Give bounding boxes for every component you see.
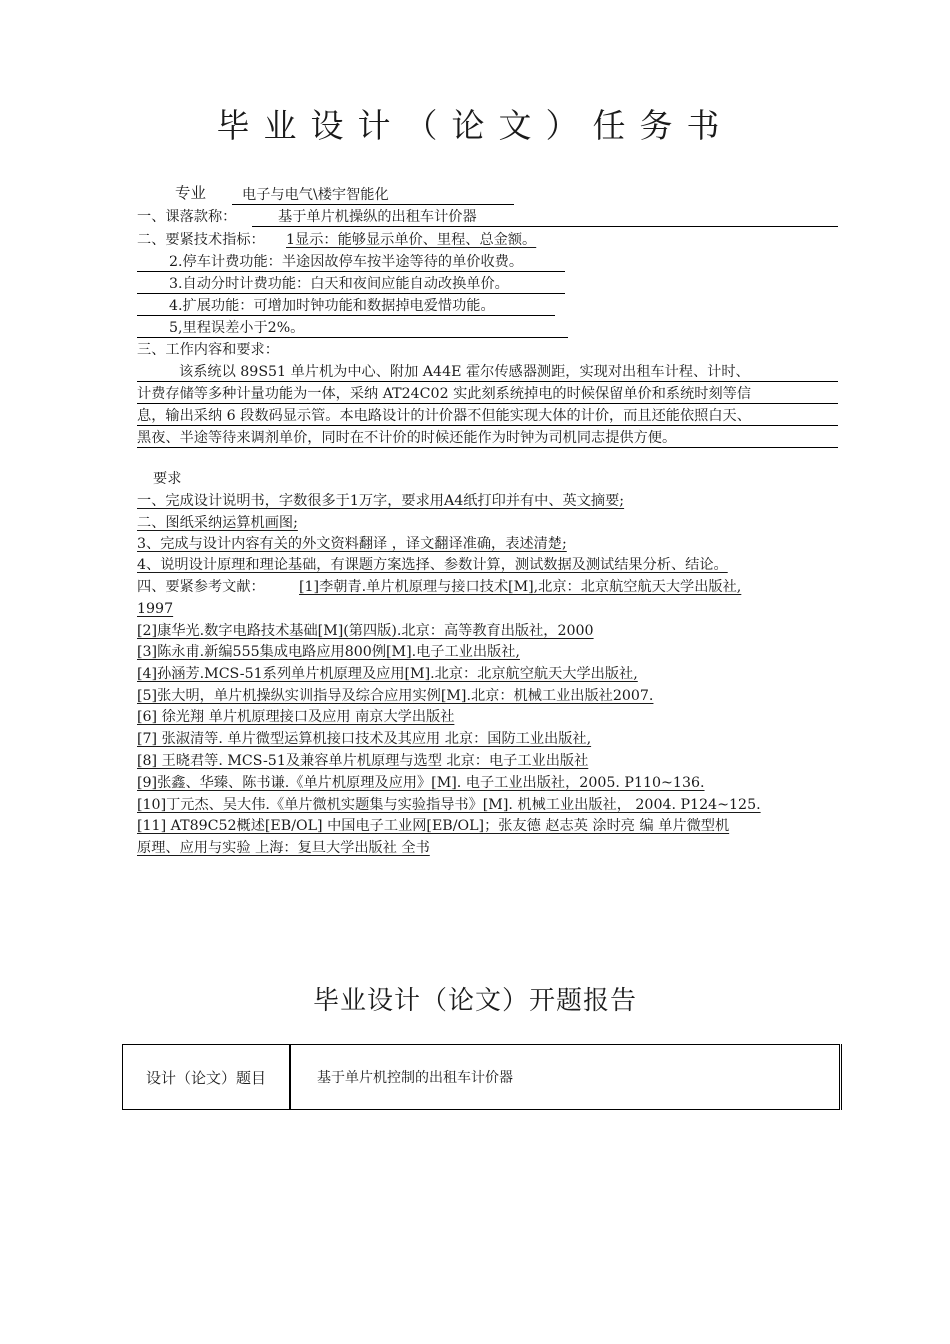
reference-item: [10]丁元杰、吴大伟.《单片微机实题集与实验指导书》[M]. 机械工业出版社， 2004. P124~125. xyxy=(137,797,761,813)
reference-item: [9]张鑫、华臻、陈书谦.《单片机原理及应用》[M]. 电子工业出版社，2005. P110~136. xyxy=(137,775,705,791)
spec-item: 3.自动分时计费功能：白天和夜间应能自动改换单价。 xyxy=(137,275,565,294)
report-title: 毕业设计（论文）开题报告 xyxy=(312,986,637,1016)
requirement-item: 二、图纸采纳运算机画图; xyxy=(137,515,298,531)
report-table-row xyxy=(123,1045,841,1110)
topic-value: 基于单片机操纵的出租车计价器 xyxy=(252,208,838,227)
page-title: 毕业设计（论文）任务书 xyxy=(216,106,734,145)
reference-item: 1997 xyxy=(137,601,174,617)
report-row-value: 基于单片机控制的出租车计价器 xyxy=(290,1045,841,1110)
spec-item: 5,里程误差小于2%。 xyxy=(137,319,568,338)
work-paragraph-line: 该系统以 89S51 单片机为中心、附加 A44E 霍尔传感器测距，实现对出租车计程、计时、 xyxy=(137,363,838,382)
report-table xyxy=(122,1044,842,1110)
requirement-item: 一、完成设计说明书，字数很多于1万字，要求用A4纸打印并有中、英文摘要; xyxy=(137,493,625,509)
reference-item: [1]李朝青.单片机原理与接口技术[M],北京：北京航空航天大学出版社, xyxy=(299,579,742,595)
references-label: 四、要紧参考文献： xyxy=(137,579,265,595)
reference-item: [8] 王晓君等. MCS-51及兼容单片机原理与选型 北京：电子工业出版社 xyxy=(137,753,589,769)
topic-label: 一、课落款称： xyxy=(137,209,237,225)
reference-item: [6] 徐光翔 单片机原理接口及应用 南京大学出版社 xyxy=(137,709,455,725)
report-row-label: 设计（论文）题目 xyxy=(123,1045,291,1110)
major-label: 专业 xyxy=(175,184,207,202)
work-paragraph-line: 息，输出采纳 6 段数码显示管。本电路设计的计价器不但能实现大体的计价，而且还能依照白天、 xyxy=(137,407,838,426)
major-value: 电子与电气\楼宇智能化 xyxy=(232,186,514,205)
reference-item: 原理、应用与实验 上海：复旦大学出版社 全书 xyxy=(137,840,430,856)
spec-item: 4.扩展功能：可增加时钟功能和数据掉电爱惜功能。 xyxy=(137,297,555,316)
reference-item: [11] AT89C52概述[EB/OL] 中国电子工业网[EB/OL]；张友德 赵志英 涂时亮 编 单片微型机 xyxy=(137,818,730,834)
specs-label: 二、要紧技术指标： xyxy=(137,232,265,248)
spec-item: 1显示：能够显示单价、里程、总金额。 xyxy=(286,232,537,248)
reference-item: [3]陈永甫.新编555集成电路应用800例[M].电子工业出版社, xyxy=(137,644,520,660)
work-paragraph-line: 计费存储等多种计量功能为一体，采纳 AT24C02 实此刻系统掉电的时候保留单价和系统时刻等信 xyxy=(137,385,838,404)
reference-item: [7] 张淑清等. 单片微型运算机接口技术及其应用 北京：国防工业出版社, xyxy=(137,731,592,747)
reference-item: [2]康华光.数字电路技术基础[M](第四版).北京：高等教育出版社，2000 xyxy=(137,623,594,639)
requirement-item: 4、说明设计原理和理论基础，有课题方案选择、参数计算，测试数据及测试结果分析、结论。 xyxy=(137,557,728,573)
spec-item: 2.停车计费功能：半途因故停车按半途等待的单价收费。 xyxy=(137,253,565,272)
requirements-label: 要求 xyxy=(153,471,182,487)
requirement-item: 3、完成与设计内容有关的外文资料翻译 ，译文翻译准确，表述清楚; xyxy=(137,536,567,552)
reference-item: [5]张大明，单片机操纵实训指导及综合应用实例[M].北京：机械工业出版社2007. xyxy=(137,688,654,704)
work-paragraph-line: 黑夜、半途等待来调剂单价，同时在不计价的时候还能作为时钟为司机同志提供方便。 xyxy=(137,429,838,448)
reference-item: [4]孙涵芳.MCS-51系列单片机原理及应用[M].北京：北京航空航天大学出版社, xyxy=(137,666,638,682)
work-label: 三、工作内容和要求： xyxy=(137,342,279,358)
